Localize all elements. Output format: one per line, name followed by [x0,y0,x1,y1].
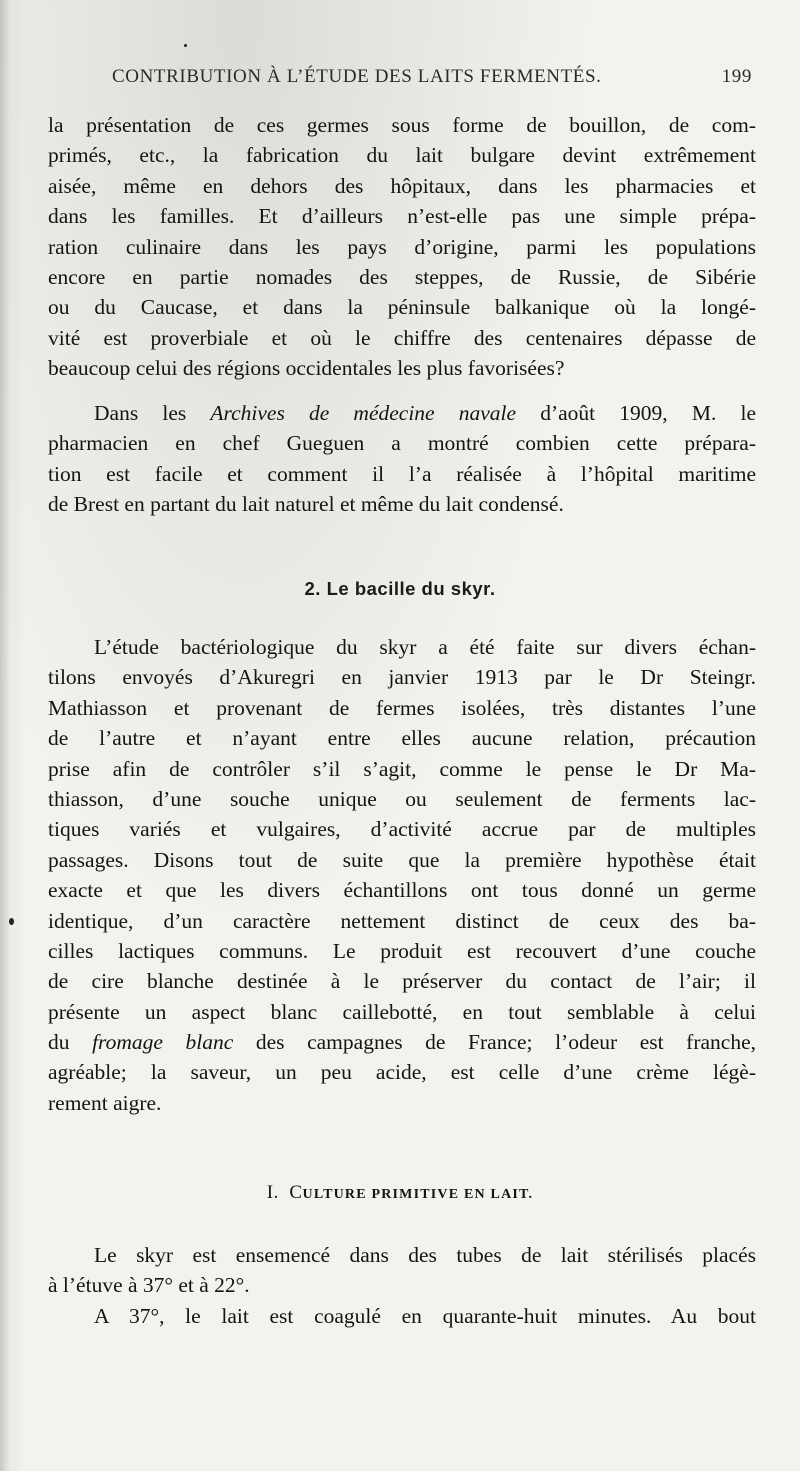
paragraph-1 [48,110,756,384]
text-line: dans les familles. Et d’ailleurs n’est-elle pas une simple prépa- [48,204,756,229]
subsection-initial: C [289,1182,303,1203]
running-title: CONTRIBUTION À L’ÉTUDE DES LAITS FERMENTÉS. [112,66,602,87]
text-line: Le skyr est ensemencé dans des tubes de lait stérilisés placés [94,1243,756,1267]
text-line: ou du Caucase, et dans la péninsule balkanique où la longé- [48,295,756,320]
text-line: la présentation de ces germes sous forme de bouillon, de com- [48,113,756,137]
text-line: passages. Disons tout de suite que la première hypothèse était [48,847,756,872]
text-line: de Brest en partant du lait naturel et même du lait condensé. [48,492,564,517]
text-line: beaucoup celui des régions occidentales les plus favorisées? [48,356,565,381]
text-line: L’étude bactériologique du skyr a été faite sur divers échan- [94,635,756,659]
text-line: pharmacien en chef Gueguen a montré combien cette prépara- [48,431,756,456]
text-line: Mathiasson et provenant de fermes isolées, très distantes l’une [48,695,756,720]
section-heading: 2. Le bacille du skyr. [304,578,496,599]
text-line: exacte et que les divers échantillons ont tous donné un germe [48,878,756,903]
running-header [112,62,752,94]
journal-title: Archives de médecine navale [210,401,517,425]
text-line: thiasson, d’une souche unique ou seulement de ferments lac- [48,786,756,811]
page-number: 199 [721,66,752,87]
text-line: prise afin de contrôler s’il s’agit, comme le pense le Dr Ma- [48,756,756,781]
text-fragment: Dans les [94,401,187,425]
scan-speck [184,44,187,47]
text-line: présente un aspect blanc caillebotté, en tout semblable à celui [48,999,756,1024]
text-line: vité est proverbiale et où le chiffre des centenaires dépasse de [48,325,756,350]
text-fragment: des campagnes de France; l’odeur est franche, [255,1030,756,1055]
italic-term: fromage blanc [92,1030,234,1055]
text-line: primés, etc., la fabrication du lait bulgare devint extrêmement [48,143,756,168]
subsection-heading [0,1182,800,1204]
text-fragment: d’août 1909, M. le [540,401,756,425]
text-line: tion est facile et comment il l’a réalisée à l’hôpital maritime [48,461,756,486]
paragraph-2 [48,398,756,520]
subsection-title: ULTURE PRIMITIVE EN LAIT. [302,1187,534,1202]
text-line: cilles lactiques communs. Le produit est recouvert d’une couche [48,938,756,963]
text-line: identique, d’un caractère nettement distinct de ceux des ba- [48,908,756,933]
text-line: ration culinaire dans les pays d’origine, parmi les populations [48,234,756,259]
text-line: A 37°, le lait est coagulé en quarante-huit minutes. Au bout [94,1303,756,1328]
subsection-numeral: I. [266,1182,279,1203]
text-line: aisée, même en dehors des hôpitaux, dans les pharmacies et [48,173,756,198]
text-line [48,1027,756,1057]
text-line: agréable; la saveur, un peu acide, est celle d’une crème légè- [48,1060,756,1085]
text-fragment: du [48,1030,70,1055]
scan-speck [9,918,14,925]
text-line: de l’autre et n’ayant entre elles aucune relation, précaution [48,726,756,751]
text-line: de cire blanche destinée à le préserver du contact de l’air; il [48,969,756,994]
paragraph-3 [48,632,756,1118]
text-line: tilons envoyés d’Akuregri en janvier 1913 par le Dr Steingr. [48,665,756,690]
text-line: à l’étuve à 37° et à 22°. [48,1273,250,1298]
paragraph-4 [48,1240,756,1331]
text-line: encore en partie nomades des steppes, de Russie, de Sibérie [48,264,756,289]
text-line: rement aigre. [48,1090,162,1115]
text-line [48,398,756,428]
text-line: tiques variés et vulgaires, d’activité accrue par de multiples [48,817,756,842]
